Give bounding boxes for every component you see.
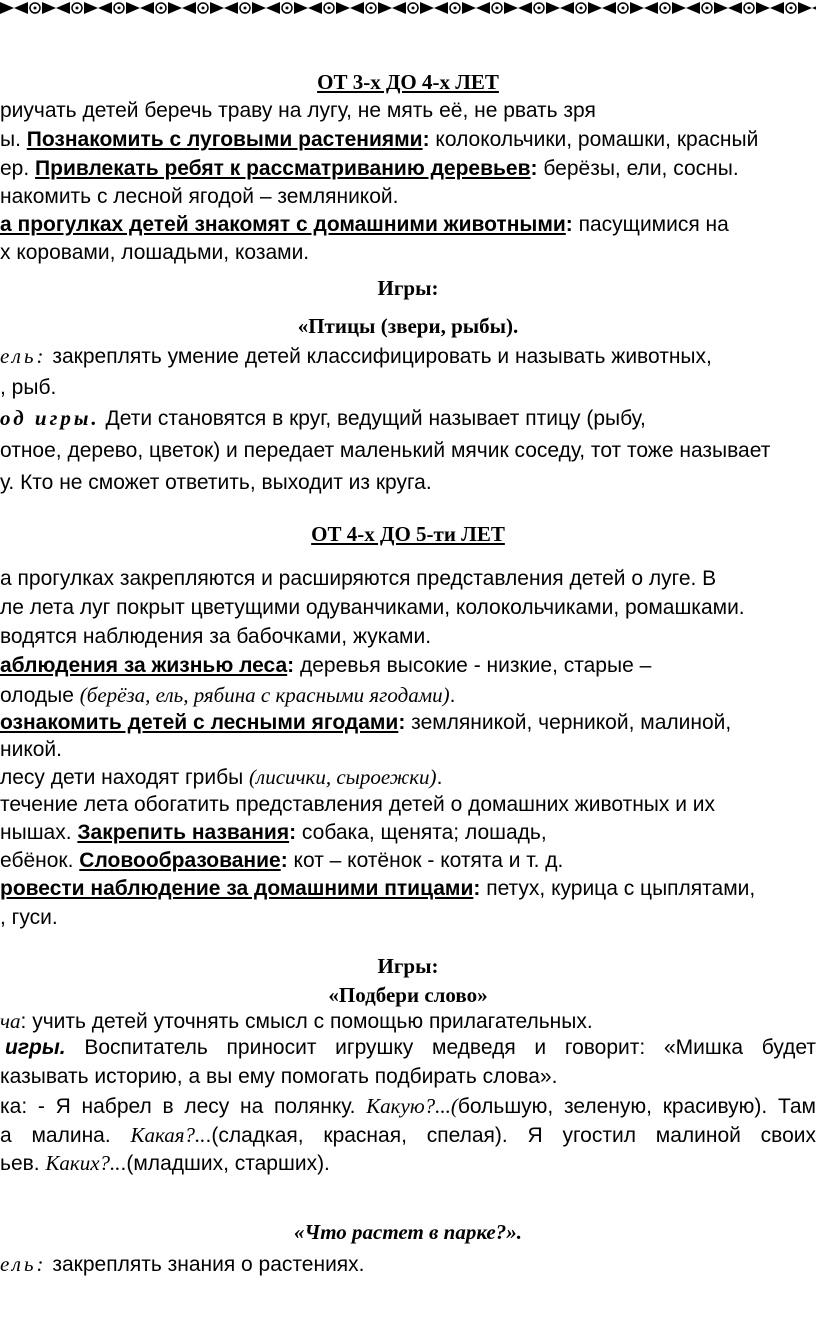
task-label: ча xyxy=(0,1009,21,1033)
text-line: а прогулках детей знакомят с домашними животными: пасущимися на xyxy=(0,213,729,236)
emphasis: а прогулках детей знакомят с домашними животными xyxy=(0,213,566,236)
text-line: ча: учить детей уточнять смысл с помощью прилагательных. xyxy=(0,1009,593,1033)
text-line: а прогулках закрепляются и расширяются представления детей о луге. В xyxy=(0,567,717,590)
emphasis: ознакомить детей с лесными ягодами xyxy=(0,711,399,734)
text-line: од игры. Дети становятся в круг, ведущий называет птицу (рыбу, xyxy=(0,406,646,430)
emphasis: Познакомить с луговыми растениями xyxy=(26,128,423,151)
text-line: накомить с лесной ягодой – земляникой. xyxy=(0,185,399,208)
text-line: отное, дерево, цветок) и передает маленький мячик соседу, тот тоже называет xyxy=(0,439,771,462)
goal-label: ель: xyxy=(0,344,47,368)
text-line: ель: закреплять умение детей классифицировать и называть животных, xyxy=(0,344,712,368)
emphasis: Закрепить названия xyxy=(77,821,290,844)
text-line: ель: закреплять знания о растениях. xyxy=(0,1252,365,1276)
text-line: , рыб. xyxy=(0,376,57,399)
section-title-3-4: ОТ 3-х ДО 4-х ЛЕТ xyxy=(317,70,499,94)
games-heading: Игры: xyxy=(377,276,439,300)
emphasis: Привлекать ребят к рассматриванию деревьев xyxy=(35,157,531,180)
text-line: ка: - Я набрел в лесу на полянку. Какую?...(большую, зеленую, красивую). Там xyxy=(0,1094,816,1118)
emphasis: аблюдения за жизнью леса xyxy=(0,654,288,677)
text-line: водятся наблюдения за бабочками, жуками. xyxy=(0,625,432,648)
text-line: никой. xyxy=(0,738,62,761)
text-line: риучать детей беречь траву на лугу, не мять её, не рвать зря xyxy=(0,99,596,122)
text-line: нышах. Закрепить названия: собака, щенята; лошадь, xyxy=(0,821,547,844)
text-line: казывать историю, а вы ему помогать подбирать слова». xyxy=(0,1065,558,1088)
text-line: аблюдения за жизнью леса: деревья высокие - низкие, старые – xyxy=(0,654,652,677)
text-line: ы. Познакомить с луговыми растениями: колокольчики, ромашки, красный xyxy=(0,128,759,151)
text-line: ознакомить детей с лесными ягодами: земляникой, черникой, малиной, xyxy=(0,711,732,734)
game-title: «Подбери слово» xyxy=(328,983,488,1007)
text-line: а малина. Какая?...(сладкая, красная, спелая). Я угостил малиной своих xyxy=(0,1123,816,1147)
move-label: од игры. xyxy=(0,406,100,430)
text-line: ьев. Каких?...(младших, старших). xyxy=(0,1151,330,1175)
game-title: «Что растет в парке?». xyxy=(294,1220,522,1244)
goal-label: ель: xyxy=(0,1252,47,1276)
game-title: «Птицы (звери, рыбы). xyxy=(297,314,519,338)
text-line: ле лета луг покрыт цветущими одуванчиками, колокольчиками, ромашками. xyxy=(0,596,745,619)
emphasis: ровести наблюдение за домашними птицами xyxy=(0,877,474,900)
text-line: олодые (берёза, ель, рябина с красными ягодами). xyxy=(0,683,456,707)
text-line: течение лета обогатить представления детей о домашних животных и их xyxy=(0,793,716,816)
text-line: , гуси. xyxy=(0,906,58,929)
text-line: у. Кто не сможет ответить, выходит из круга. xyxy=(0,471,432,494)
text-line: ер. Привлекать ребят к рассматриванию деревьев: берёзы, ели, сосны. xyxy=(0,157,739,180)
games-heading: Игры: xyxy=(377,954,439,978)
emphasis: Словообразование xyxy=(79,849,281,872)
text-line: ровести наблюдение за домашними птицами: петух, курица с цыплятами, xyxy=(0,877,756,900)
section-title-4-5: ОТ 4-х ДО 5-ти ЛЕТ xyxy=(311,522,505,546)
text-line: х коровами, лошадьми, козами. xyxy=(0,241,310,264)
text-line: ебёнок. Словообразование: кот – котёнок - котята и т. д. xyxy=(0,849,564,872)
text-line: лесу дети находят грибы (лисички, сыроежки). xyxy=(0,765,443,789)
text-line: игры. Воспитатель приносит игрушку медведя и говорит: «Мишка будет xyxy=(5,1036,816,1059)
